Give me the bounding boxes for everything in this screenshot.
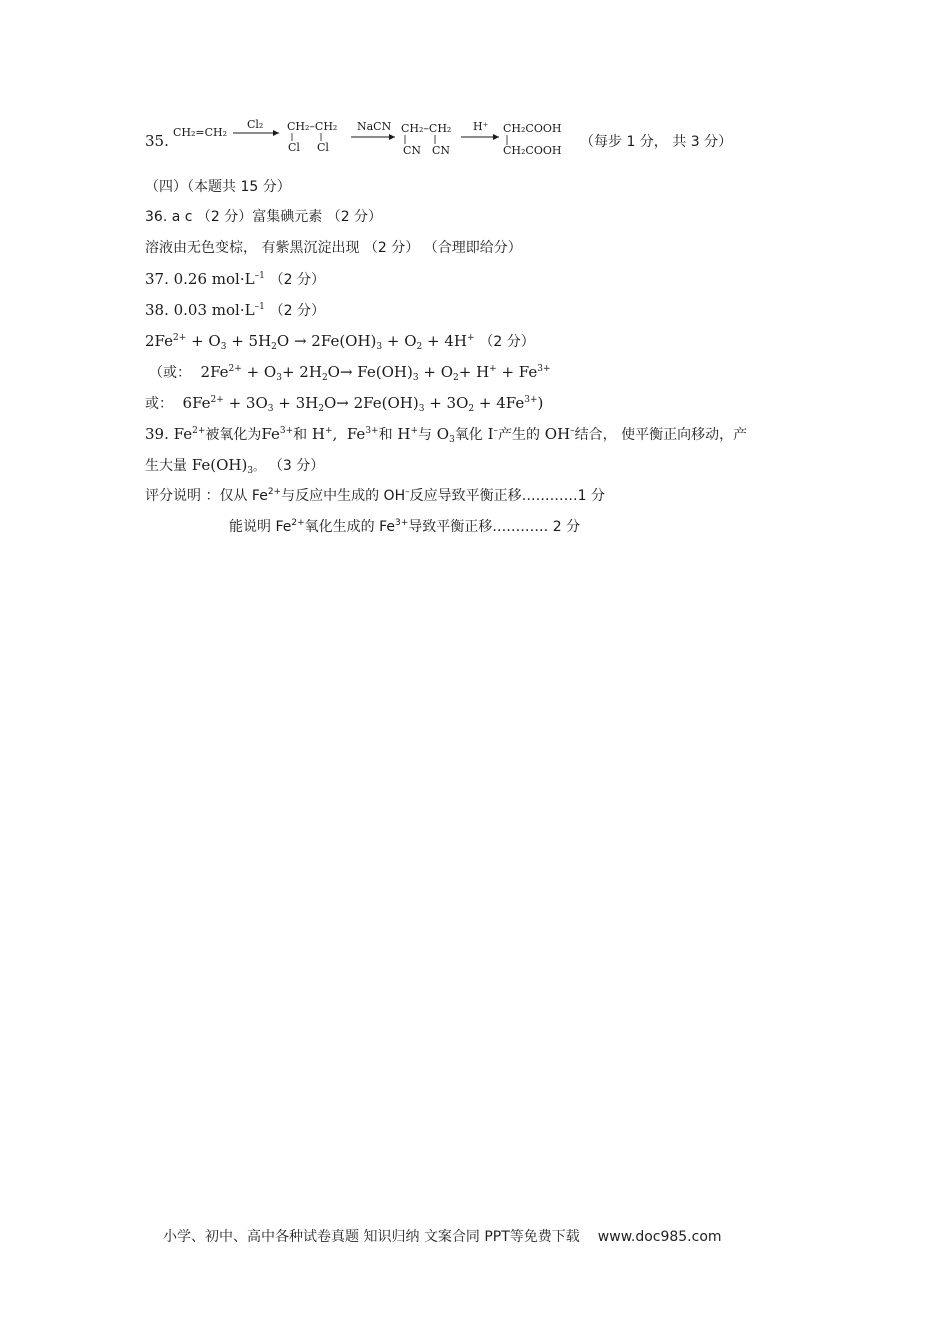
ethene-formula: CH₂=CH₂ (173, 126, 228, 139)
q39-text-a: 被氧化为 (205, 427, 262, 443)
reagent-h-plus: H⁺ (473, 120, 489, 133)
equation-main: $2Fe^{2+} + O_3 + 5H_2O \to 2Fe(OH)_3 + O_2 + 4H^+$ （2 分） (145, 332, 535, 352)
equation-alt-1: （或： $2Fe^{2+} + O_3+ 2H_2O\to Fe(OH)_3 + O_2+ H^+ + Fe^{3+}$ (149, 363, 551, 383)
scoring-note-1: 评分说明 ：仅从 $Fe^{2+}$与反应中生成的 OH–反应导致平衡正移…………1 分 (145, 487, 605, 504)
q35-number: 35. (145, 132, 169, 150)
acid-top: CH₂COOH (503, 122, 562, 135)
footer-text: 小学、初中、高中各种试卷真题 知识归纳 文案合同 PPT等免费下载 (163, 1229, 580, 1245)
footer-url[interactable]: www.doc985.com (597, 1229, 722, 1245)
q39-line-1: 39. $Fe^{2+}$被氧化为$Fe^{3+}$和 H+, $Fe^{3+}$和 H+与 $O_3$氧化 I–产生的 OH–结合， 使平衡正向移动，产 (145, 425, 748, 445)
arrow-2-head (389, 134, 395, 140)
q39-text-c: 和 (378, 427, 393, 443)
scoring-label: 评分说明 ： (145, 488, 220, 504)
dicyano-backbone: CH₂–CH₂ (401, 122, 452, 135)
q39-score: （3 分） (268, 458, 325, 474)
dichloro-cl-right: Cl (317, 141, 329, 154)
q36-answer: 36. a c （2 分）富集碘元素 （2 分） (145, 209, 383, 225)
equation-alt-1-prefix: （或： (149, 365, 191, 381)
q35-reaction-scheme (145, 116, 745, 164)
dicyano-cn-left: CN (403, 144, 422, 157)
dichloro-backbone: CH₂–CH₂ (287, 120, 338, 133)
scoring-note-2: 能说明 $Fe^{2+}$氧化生成的 $Fe^{3+}$导致平衡正移………… 2 分 (229, 518, 581, 535)
q38-unit-sup: –1 (254, 302, 265, 312)
q37-unit-sup: –1 (254, 271, 265, 281)
q36-observation: 溶液由无色变棕， 有紫黑沉淀出现 （2 分） （合理即给分） (145, 240, 522, 256)
q39-text-b: 和 (293, 427, 308, 443)
q35-score: （每步 1 分， 共 3 分） (580, 134, 733, 150)
scoring-1a: 仅从 (219, 488, 248, 504)
q38-value: 38. 0.03 mol·L (145, 301, 255, 319)
equation-main-score: （2 分） (479, 334, 535, 350)
scoring-2a: 能说明 (229, 519, 271, 535)
reaction-diagram (169, 116, 609, 164)
acid-bottom: CH₂COOH (503, 144, 562, 157)
q39-text-d: 与 (418, 427, 432, 443)
q37-score: （2 分） (269, 272, 325, 288)
equation-alt-2-prefix: 或： (145, 396, 173, 412)
q39-text-h: 生大量 (145, 458, 187, 474)
scoring-1b: 与反应中生成的 (281, 488, 380, 504)
arrow-1-head (273, 130, 279, 136)
q39-text-e: 氧化 (454, 427, 483, 443)
arrow-3-head (493, 134, 499, 140)
equation-alt-2: 或： $6Fe^{2+} + 3O_3 + 3H_2O\to 2Fe(OH)_3 + 3O_2 + 4Fe^{3+}$) (145, 394, 544, 414)
scoring-1c: 反应导致平衡正移…………1 分 (409, 488, 605, 504)
section-heading: （四）（本题共 15 分） (145, 179, 291, 195)
q39-text-f: 产生的 (498, 427, 541, 443)
dicyano-cn-right: CN (432, 144, 451, 157)
q39-number: 39. (145, 425, 169, 443)
q37-answer (145, 269, 325, 290)
dichloro-cl-left: Cl (288, 141, 300, 154)
reagent-cl2: Cl₂ (247, 118, 264, 131)
q37-value: 37. 0.26 mol·L (145, 270, 255, 288)
scoring-2c: 导致平衡正移………… 2 分 (408, 519, 581, 535)
scoring-2b: 氧化生成的 (304, 519, 375, 535)
q39-line-2: 生大量 $Fe(OH)_3$。 （3 分） (145, 456, 325, 476)
q38-answer (145, 300, 325, 321)
q38-score: （2 分） (269, 303, 325, 319)
q39-text-g: 结合， 使平衡正向移动，产 (574, 427, 748, 443)
reagent-nacn: NaCN (357, 120, 392, 133)
page-footer (163, 1226, 722, 1246)
